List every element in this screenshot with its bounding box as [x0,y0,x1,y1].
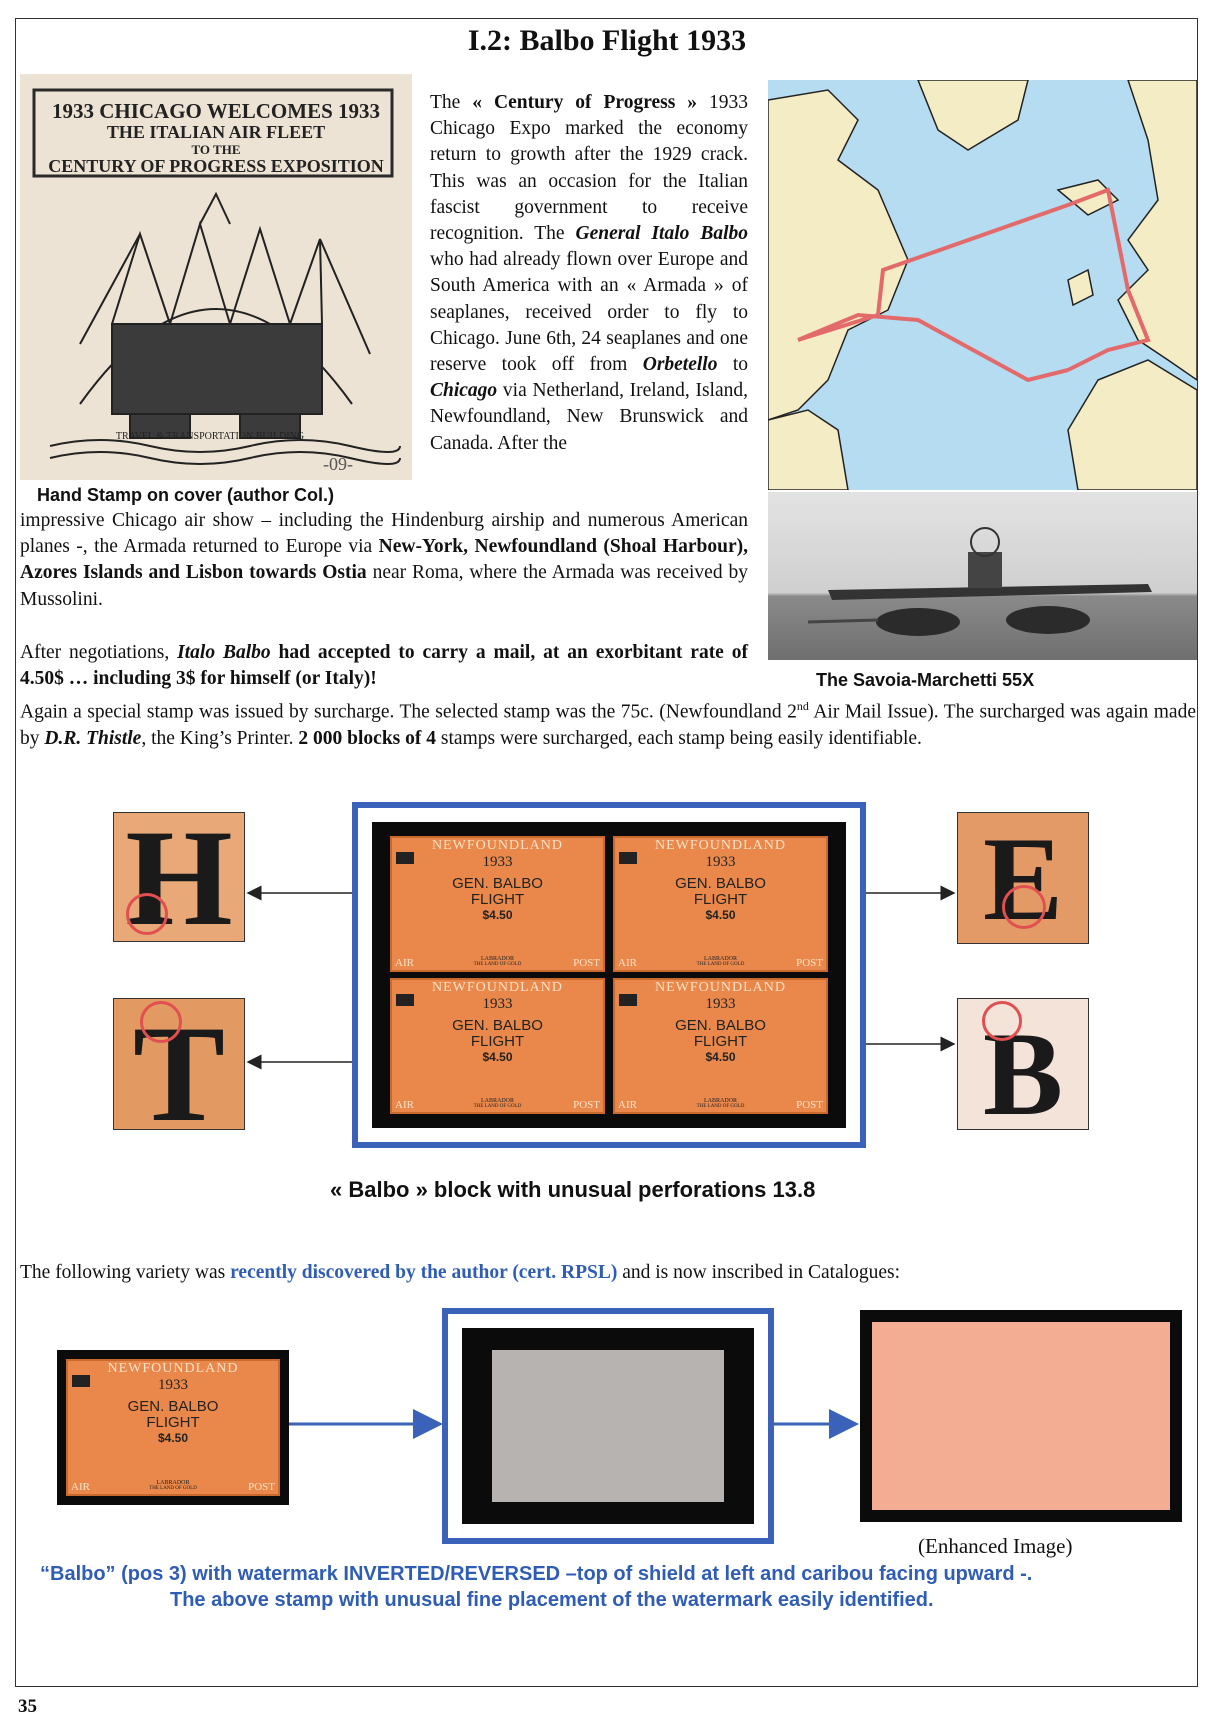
intro-s9: via Netherland, Ireland, Island, Newfoundland, New Brunswick and Canada. After the [430,380,748,454]
stamp-block-frame [352,802,866,1148]
stamp-country: NEWFOUNDLAND [655,980,786,995]
block-stamp-2 [613,836,828,972]
handstamp-line1: 1933 CHICAGO WELCOMES 1933 [51,99,381,123]
watermark-caption-line1: “Balbo” (pos 3) with watermark INVERTED/REVERSED –top of shield at left and caribou facing upward -. [40,1563,1033,1585]
stamp-overprint-2: FLIGHT [693,1033,748,1050]
variety-discovery: recently discovered by the author (cert. RPSL) [230,1262,618,1283]
detail-letter-h: H [125,812,233,942]
intro-s12: near Roma, where the Armada was received by Mussolini. [20,562,748,610]
stamp-country: NEWFOUNDLAND [432,980,563,995]
watermark-caption-line2: The above stamp with unusual fine placement of the watermark easily identified. [170,1589,934,1611]
intro-s5: who had already flown over Europe and South America with an « Armada » of seaplanes, received order to fly to Chicago. June 6th, 24 seaplanes and one reserve took off from [430,249,748,376]
stamp-overprint-1: GEN. BALBO [675,875,766,892]
variety-s1: The following variety was [20,1262,231,1283]
stamp-overprint-value: $4.50 [705,908,736,922]
stamp-bottom-2: THE LAND OF GOLD [696,1104,745,1109]
negotiation-s1: After negotiations, [20,642,178,663]
stamp-overprint-2: FLIGHT [146,1414,200,1431]
stamp-overprint-1: GEN. BALBO [452,875,543,892]
stamp-overprint-2: FLIGHT [693,891,748,908]
stamp-denomination: 75 [396,852,414,864]
block-caption: « Balbo » block with unusual perforations 13.8 [330,1177,816,1202]
stamp-bottom-1: LABRADOR [156,1480,190,1486]
stamp-block-mount [372,822,846,1128]
block-stamp-4 [613,978,828,1114]
stamp-air: AIR [618,957,637,969]
enhanced-caption: (Enhanced Image) [918,1534,1073,1558]
stamp-post: POST [573,1099,600,1111]
block-stamp-3 [390,978,605,1114]
page-title: I.2: Balbo Flight 1933 [467,24,747,57]
stamp-overprint-1: GEN. BALBO [127,1398,219,1415]
intro-orbetello: Orbetello [642,354,718,376]
stamp-denomination: 75 [619,994,637,1006]
stamp-denomination: 75 [72,1375,90,1387]
stamp-country: NEWFOUNDLAND [107,1361,239,1376]
stamp-overprint-value: $4.50 [705,1050,736,1064]
stamp-overprint-2: FLIGHT [470,1033,525,1050]
stamp-country: NEWFOUNDLAND [432,838,563,853]
intro-s7: to [717,354,749,376]
handstamp-caption: Hand Stamp on cover (author Col.) [37,485,335,505]
single-stamp-mount [57,1350,289,1505]
stamp-overprint-value: $4.50 [482,1050,513,1064]
stamp-year: 1933 [705,854,736,870]
stamp-year: 1933 [158,1377,188,1393]
stamp-reverse-image [492,1350,724,1502]
handstamp-building-label: TRAVEL & TRANSPORTATION BUILDING [115,431,305,442]
stamp-reverse-frame [442,1308,774,1544]
single-balbo-stamp [66,1359,280,1496]
page-number: 35 [18,1696,37,1717]
stamp-denomination: 75 [619,852,637,864]
stamp-air: AIR [395,957,414,969]
handstamp-line3: TO THE [191,142,241,157]
stamp-bottom-2: THE LAND OF GOLD [149,1486,197,1491]
stamp-air: AIR [618,1099,637,1111]
detail-letter-e: E [982,812,1064,944]
stamp-reverse-mount [462,1328,754,1524]
intro-century: « Century of Progress » [472,92,698,113]
stamp-bottom-2: THE LAND OF GOLD [696,962,745,967]
stamp-post: POST [796,1099,823,1111]
surcharge-sup: nd [796,699,809,713]
stamp-year: 1933 [482,854,513,870]
surcharge-s2: Air Mail Issue). The surcharged was again made by [20,701,1196,749]
stamp-year: 1933 [482,996,513,1012]
intro-chicago: Chicago [430,380,498,402]
intro-s3: 1933 Chicago Expo marked the economy return to growth after the 1929 crack. This was an occasion for the Italian fascist government to receive recognition. The [430,92,749,245]
stamp-year: 1933 [705,996,736,1012]
stamp-bottom-1: LABRADOR [703,956,737,962]
surcharge-s1: Again a special stamp was issued by surcharge. The selected stamp was the 75c. (Newfoundland 2 [20,701,797,723]
stamp-country: NEWFOUNDLAND [655,838,786,853]
stamp-overprint-1: GEN. BALBO [452,1017,543,1034]
surcharge-s6: stamps were surcharged, each stamp being easily identifiable. [436,727,922,749]
intro-s10: impressive Chicago air show – including the Hindenburg airship and numerous American planes -, the Armada returned to Europe via [20,510,748,558]
detail-letter-t: T [132,998,226,1130]
intro-general: General Italo Balbo [575,223,748,245]
stamp-bottom-1: LABRADOR [480,956,514,962]
stamp-bottom-2: THE LAND OF GOLD [473,962,522,967]
handstamp-line2: THE ITALIAN AIR FLEET [106,122,326,142]
variety-text [20,1260,1196,1286]
negotiation-balbo: Italo Balbo [177,642,271,663]
detail-letter-b: B [982,1007,1064,1130]
enhanced-reverse-paper [872,1322,1170,1510]
enhanced-reverse-image [860,1310,1182,1522]
stamp-air: AIR [395,1099,414,1111]
surcharge-blocks: 2 000 blocks of 4 [298,727,437,749]
stamp-denomination: 75 [396,994,414,1006]
stamp-post: POST [796,957,823,969]
stamp-post: POST [248,1481,275,1493]
stamp-overprint-2: FLIGHT [470,891,525,908]
block-stamp-1 [390,836,605,972]
intro-route: New-York, Newfoundland (Shoal Harbour), Azores Islands and Lisbon towards Ostia [20,536,748,584]
stamp-air: AIR [71,1481,90,1493]
stamp-overprint-1: GEN. BALBO [675,1017,766,1034]
handstamp-line4: CENTURY OF PROGRESS EXPOSITION [48,156,384,176]
negotiation-s3: had accepted to carry a mail, at an exorbitant rate of 4.50$ … including 3$ for himself (or Italy)! [20,642,748,690]
stamp-bottom-2: THE LAND OF GOLD [473,1104,522,1109]
surcharge-s4: , the King’s Printer. [141,727,299,749]
stamp-overprint-value: $4.50 [482,908,513,922]
stamp-bottom-1: LABRADOR [703,1098,737,1104]
stamp-overprint-value: $4.50 [157,1431,189,1445]
seaplane-caption: The Savoia-Marchetti 55X [816,670,1035,690]
stamp-post: POST [573,957,600,969]
stamp-bottom-1: LABRADOR [480,1098,514,1104]
handstamp-postmark: -09- [323,454,353,474]
intro-s1: The [430,92,473,113]
surcharge-printer: D.R. Thistle [44,727,142,749]
variety-s3: and is now inscribed in Catalogues: [617,1262,901,1283]
